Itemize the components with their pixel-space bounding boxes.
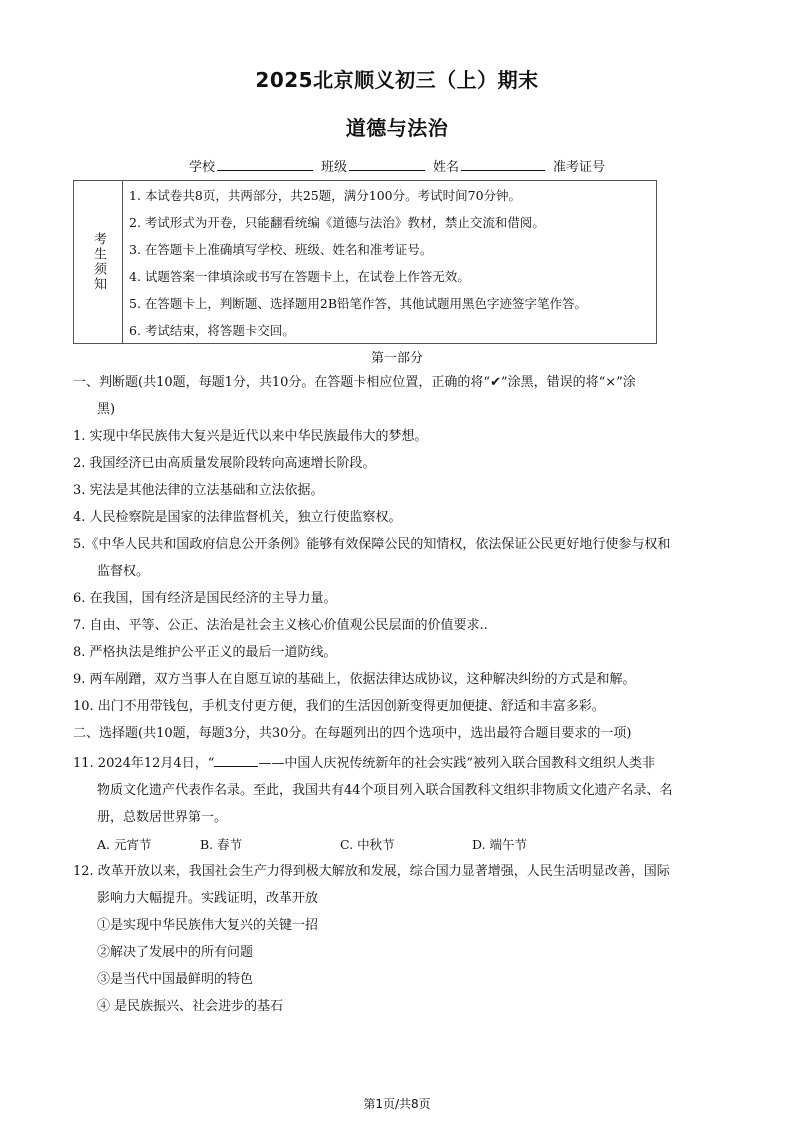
- question-9: 9. 两车剐蹭，双方当事人在自愿互谅的基础上，依据法律达成协议，这种解决纠纷的方式是和解。: [73, 672, 636, 687]
- notice-item: 4. 试题答案一律填涂或书写在答题卡上，在试卷上作答无效。: [129, 269, 470, 284]
- notice-list: [123, 181, 656, 343]
- notice-label-cell: [74, 181, 123, 343]
- answer-blank: [214, 752, 258, 767]
- notice-item: 5. 在答题卡上，判断题、选择题用2B铅笔作答，其他试题用黑色字迹签字笔作答。: [129, 296, 588, 311]
- notice-item: 2. 考试形式为开卷，只能翻看统编《道德与法治》教材，禁止交流和借阅。: [129, 215, 545, 230]
- notice-label: 考生须知: [91, 232, 106, 292]
- student-info-row: [0, 156, 794, 175]
- question-11-post: ——中国人庆祝传统新年的社会实践”被列入联合国教科文组织人类非: [258, 756, 656, 771]
- question-1: 1. 实现中华民族伟大复兴是近代以来中华民族最伟大的梦想。: [73, 429, 428, 444]
- section1-instructions-cont: 黑): [97, 402, 116, 417]
- question-2: 2. 我国经济已由高质量发展阶段转向高速增长阶段。: [73, 456, 376, 471]
- question-7: 7. 自由、平等、公正、法治是社会主义核心价值观公民层面的价值要求..: [73, 618, 488, 633]
- class-blank: [349, 156, 425, 171]
- section1-instructions: 一、判断题(共10题，每题1分，共10分。在答题卡相应位置，正确的将“✔”涂黑，错误的将“×”涂: [73, 375, 636, 390]
- notice-item: 3. 在答题卡上准确填写学校、班级、姓名和准考证号。: [129, 242, 433, 257]
- question-11-cont: 物质文化遗产代表作名录。至此，我国共有44个项目列入联合国教科文组织非物质文化遗产名录、名: [97, 783, 673, 798]
- name-label: 姓名: [433, 160, 460, 175]
- option-d: D. 端午节: [472, 837, 528, 852]
- school-label: 学校: [188, 160, 215, 175]
- class-label: 班级: [320, 160, 347, 175]
- notice-item: 1. 本试卷共8页，共两部分，共25题，满分100分。考试时间70分钟。: [129, 188, 522, 203]
- option-c: C. 中秋节: [340, 837, 395, 852]
- page-number: 第1页/共8页: [363, 1097, 431, 1111]
- statement-2: ②解决了发展中的所有问题: [97, 945, 254, 960]
- question-11-cont: 册，总数居世界第一。: [97, 810, 228, 825]
- statement-1: ①是实现中华民族伟大复兴的关键一招: [97, 918, 319, 933]
- exam-title: 2025北京顺义初三（上）期末: [255, 68, 539, 92]
- question-5: 5.《中华人民共和国政府信息公开条例》能够有效保障公民的知情权，依法保证公民更好地行使参与权和: [73, 537, 671, 552]
- option-a: A. 元宵节: [97, 837, 152, 852]
- question-12-cont: 影响力大幅提升。实践证明，改革开放: [97, 891, 319, 906]
- question-11: [73, 750, 733, 777]
- question-3: 3. 宪法是其他法律的立法基础和立法依据。: [73, 483, 324, 498]
- school-blank: [217, 156, 313, 171]
- question-11-pre: 11. 2024年12月4日，“: [73, 756, 215, 771]
- part-title: 第一部分: [370, 351, 423, 366]
- statement-4: ④ 是民族振兴、社会进步的基石: [97, 999, 284, 1014]
- option-b: B. 春节: [200, 837, 243, 852]
- notice-item: 6. 考试结束，将答题卡交回。: [129, 323, 295, 338]
- question-8: 8. 严格执法是维护公平正义的最后一道防线。: [73, 645, 337, 660]
- question-10: 10. 出门不用带钱包，手机支付更方便，我们的生活因创新变得更加便捷、舒适和丰富多彩。: [73, 699, 605, 714]
- question-4: 4. 人民检察院是国家的法律监督机关，独立行使监察权。: [73, 510, 402, 525]
- exam-no-label: 准考证号: [553, 160, 606, 175]
- section2-instructions: 二、选择题(共10题，每题3分，共30分。在每题列出的四个选项中，选出最符合题目要求的一项): [73, 726, 632, 741]
- subject-title: 道德与法治: [345, 116, 449, 140]
- name-blank: [461, 156, 545, 171]
- question-5-cont: 监督权。: [97, 564, 150, 579]
- question-6: 6. 在我国，国有经济是国民经济的主导力量。: [73, 591, 337, 606]
- candidate-notice-box: [73, 180, 657, 344]
- statement-3: ③是当代中国最鲜明的特色: [97, 972, 254, 987]
- question-12: 12. 改革开放以来，我国社会生产力得到极大解放和发展，综合国力显著增强，人民生活明显改善，国际: [73, 864, 670, 879]
